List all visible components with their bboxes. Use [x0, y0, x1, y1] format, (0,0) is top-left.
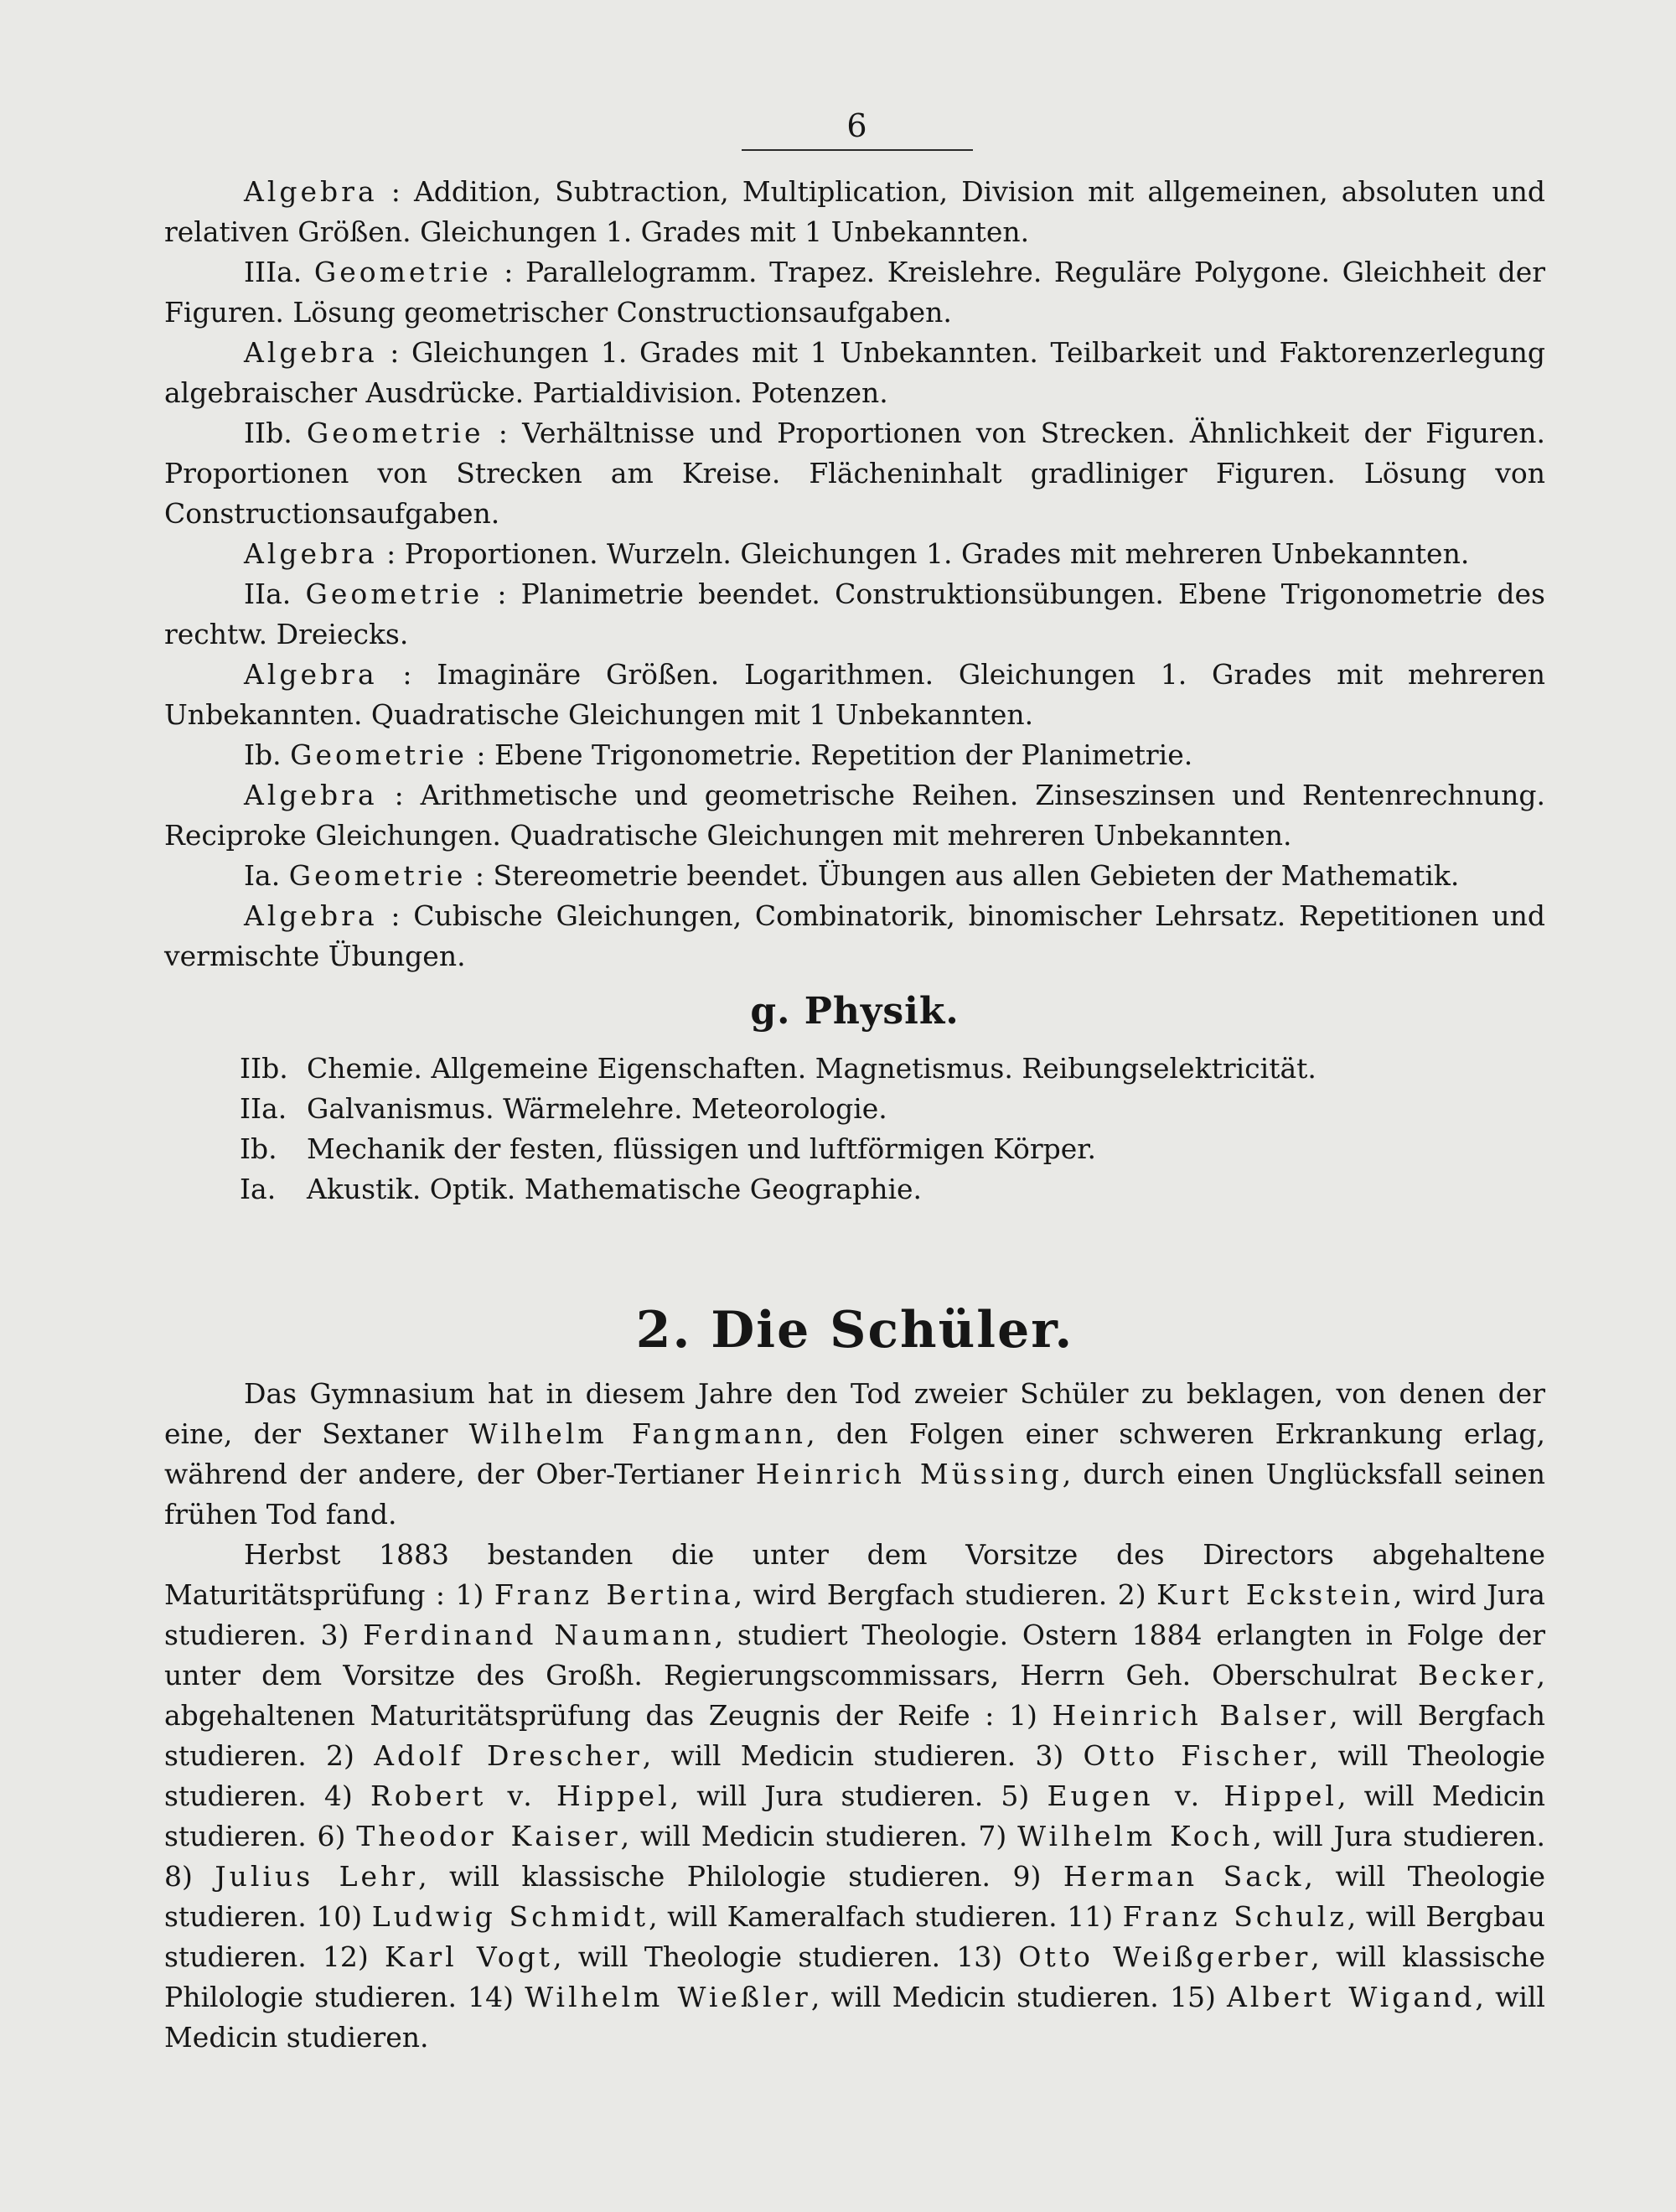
text-run: , will Bergfach studieren. 2) — [164, 1699, 1545, 1772]
geometry-text: : Verhältnisse und Proportionen von Strecken. Ähnlichkeit der Figuren. Proportionen von Strecken am Kreise. Flächeninhalt gradliniger Figuren. Lösung von Constructionsaufgaben. — [164, 417, 1545, 530]
math-iib-algebra — [164, 534, 1545, 574]
text-run: , abgehaltenen Maturitätsprüfung das Zeugnis der Reife : 1) — [164, 1659, 1545, 1732]
physik-item — [164, 1089, 1545, 1129]
geometry-text: : Parallelogramm. Trapez. Kreislehre. Reguläre Polygone. Gleichheit der Figuren. Lösung geometrischer Constructionsaufgaben. — [164, 256, 1545, 329]
student-name: Franz Schulz — [1122, 1900, 1348, 1933]
algebra-text: : Arithmetische und geometrische Reihen. Zinseszinsen und Rentenrechnung. Reciproke Gleichungen. Quadratische Gleichungen mit mehreren Unbekannten. — [164, 779, 1545, 852]
algebra-label: Algebra — [244, 336, 378, 369]
text-run: , will Medicin studieren. 15) — [810, 1981, 1228, 2013]
math-ia-algebra — [164, 896, 1545, 976]
class-label: IIb. — [244, 417, 292, 449]
student-name: Robert v. Hippel — [370, 1779, 670, 1812]
student-name: Karl Vogt — [385, 1940, 553, 1973]
text-run: , will Medicin studieren. 6) — [164, 1779, 1545, 1852]
student-name: Ludwig Schmidt — [371, 1900, 649, 1933]
geometry-label: Geometrie — [313, 256, 492, 288]
text-run: , will Medicin studieren. — [164, 1981, 1545, 2054]
physik-item — [164, 1049, 1545, 1089]
math-iiib-algebra — [164, 172, 1545, 252]
class-label: Ia. — [240, 1173, 277, 1205]
algebra-label: Algebra — [244, 779, 378, 811]
text-run: , studiert Theologie. Ostern 1884 erlangten in Folge der unter dem Vorsitze des Großh. Regierungscommissars, Herrn Geh. Oberschulrat — [164, 1619, 1545, 1691]
text-run: , will Medicin studieren. 7) — [620, 1820, 1018, 1852]
geometry-label: Geometrie — [305, 578, 484, 610]
student-name: Julius Lehr — [215, 1860, 419, 1893]
math-iia-geometry — [164, 574, 1545, 655]
student-name: Otto Fischer — [1083, 1739, 1310, 1772]
student-name: Kurt Eckstein — [1156, 1578, 1394, 1611]
algebra-text: : Imaginäre Größen. Logarithmen. Gleichungen 1. Grades mit mehreren Unbekannten. Quadratische Gleichungen mit 1 Unbekannten. — [164, 658, 1545, 731]
physik-list — [164, 1049, 1545, 1210]
class-label: IIb. — [240, 1052, 288, 1085]
geometry-label: Geometrie — [306, 417, 484, 449]
text-run: , wird Bergfach studieren. 2) — [733, 1578, 1157, 1611]
student-name: Wilhelm Wießler — [525, 1981, 811, 2013]
math-iib-geometry — [164, 413, 1545, 534]
algebra-text: : Proportionen. Wurzeln. Gleichungen 1. Grades mit mehreren Unbekannten. — [386, 537, 1470, 570]
math-ib-geometry — [164, 735, 1545, 775]
geometry-text: : Ebene Trigonometrie. Repetition der Planimetrie. — [476, 738, 1193, 771]
text-run: , will klassische Philologie studieren. 14) — [164, 1940, 1545, 2013]
schueler-paragraph-maturity — [164, 1535, 1545, 2058]
student-name: Theodor Kaiser — [356, 1820, 621, 1852]
geometry-text: : Planimetrie beendet. Construktionsübungen. Ebene Trigonometrie des rechtw. Dreiecks. — [164, 578, 1545, 650]
geometry-text: : Stereometrie beendet. Übungen aus allen Gebieten der Mathematik. — [474, 859, 1460, 892]
schueler-heading: 2. Die Schüler. — [635, 1301, 1074, 1360]
student-name: Otto Weißgerber — [1018, 1940, 1311, 1973]
text-run: , will klassische Philologie studieren. 9) — [418, 1860, 1063, 1893]
schueler-paragraph-deaths — [164, 1374, 1545, 1535]
algebra-text: : Addition, Subtraction, Multiplication, Division mit allgemeinen, absoluten und relativen Größen. Gleichungen 1. Grades mit 1 Unbekannten. — [164, 175, 1546, 248]
text-run: , will Medicin studieren. 3) — [642, 1739, 1084, 1772]
math-iiia-algebra — [164, 333, 1545, 413]
text-run: Das Gymnasium hat in diesem Jahre den Tod zweier Schüler zu beklagen, von denen der eine, der Sextaner — [164, 1377, 1545, 1450]
student-name: Wilhelm Koch — [1017, 1820, 1254, 1852]
physik-item — [164, 1129, 1545, 1169]
physik-item-text: Galvanismus. Wärmelehre. Meteorologie. — [307, 1092, 887, 1125]
text-run: , den Folgen einer schweren Erkrankung erlag, während der andere, der Ober-Tertianer — [164, 1417, 1546, 1490]
physik-item-text: Mechanik der festen, flüssigen und luftförmigen Körper. — [307, 1132, 1096, 1165]
student-name: Wilhelm Fangmann — [468, 1417, 807, 1450]
official-name: Becker — [1417, 1659, 1537, 1691]
math-iiia-geometry — [164, 252, 1545, 333]
algebra-label: Algebra — [244, 658, 378, 691]
student-name: Franz Bertina — [494, 1578, 734, 1611]
geometry-label: Geometrie — [288, 859, 467, 892]
math-ib-algebra — [164, 775, 1545, 856]
page-number: 6 — [846, 107, 867, 144]
student-name: Heinrich Balser — [1052, 1699, 1330, 1732]
algebra-text: : Gleichungen 1. Grades mit 1 Unbekannten. Teilbarkeit und Faktorenzerlegung algebraischer Ausdrücke. Partialdivision. Potenzen. — [164, 336, 1545, 409]
main-content — [164, 172, 1545, 2058]
text-run: , wird Jura studieren. 3) — [164, 1578, 1545, 1651]
algebra-text: : Cubische Gleichungen, Combinatorik, binomischer Lehrsatz. Repetitionen und vermischte Übungen. — [164, 899, 1545, 972]
text-run: Herbst 1883 bestanden die unter dem Vorsitze des Directors abgehaltene Maturitätsprüfung : 1) — [164, 1538, 1545, 1611]
header-rule — [742, 149, 973, 151]
student-name: Herman Sack — [1063, 1860, 1305, 1893]
class-label: Ib. — [244, 738, 282, 771]
math-iia-algebra — [164, 655, 1545, 735]
algebra-label: Algebra — [244, 175, 378, 208]
class-label: IIIa. — [244, 256, 303, 288]
text-run: , will Theologie studieren. 10) — [164, 1860, 1545, 1933]
text-run: , will Theologie studieren. 13) — [552, 1940, 1019, 1973]
text-run: , will Jura studieren. 8) — [164, 1820, 1545, 1893]
text-run: , will Theologie studieren. 4) — [164, 1739, 1545, 1812]
physik-heading: g. Physik. — [750, 990, 960, 1033]
student-name: Heinrich Müssing — [755, 1458, 1063, 1490]
student-name: Albert Wigand — [1227, 1981, 1476, 2013]
physik-item-text: Akustik. Optik. Mathematische Geographie. — [307, 1173, 923, 1205]
geometry-label: Geometrie — [290, 738, 468, 771]
math-ia-geometry — [164, 856, 1545, 896]
algebra-label: Algebra — [244, 537, 378, 570]
physik-item-text: Chemie. Allgemeine Eigenschaften. Magnetismus. Reibungselektricität. — [307, 1052, 1316, 1085]
class-label: IIa. — [240, 1092, 287, 1125]
class-label: Ib. — [240, 1132, 277, 1165]
class-label: Ia. — [244, 859, 281, 892]
physik-item — [164, 1169, 1545, 1210]
algebra-label: Algebra — [244, 899, 378, 932]
text-run: , will Bergbau studieren. 12) — [164, 1900, 1545, 1973]
student-name: Adolf Drescher — [374, 1739, 643, 1772]
text-run: , will Jura studieren. 5) — [670, 1779, 1048, 1812]
text-run: , will Kameralfach studieren. 11) — [649, 1900, 1123, 1933]
class-label: IIa. — [244, 578, 292, 610]
student-name: Ferdinand Naumann — [363, 1619, 715, 1651]
text-run: , durch einen Unglücksfall seinen frühen Tod fand. — [164, 1458, 1546, 1531]
student-name: Eugen v. Hippel — [1047, 1779, 1337, 1812]
